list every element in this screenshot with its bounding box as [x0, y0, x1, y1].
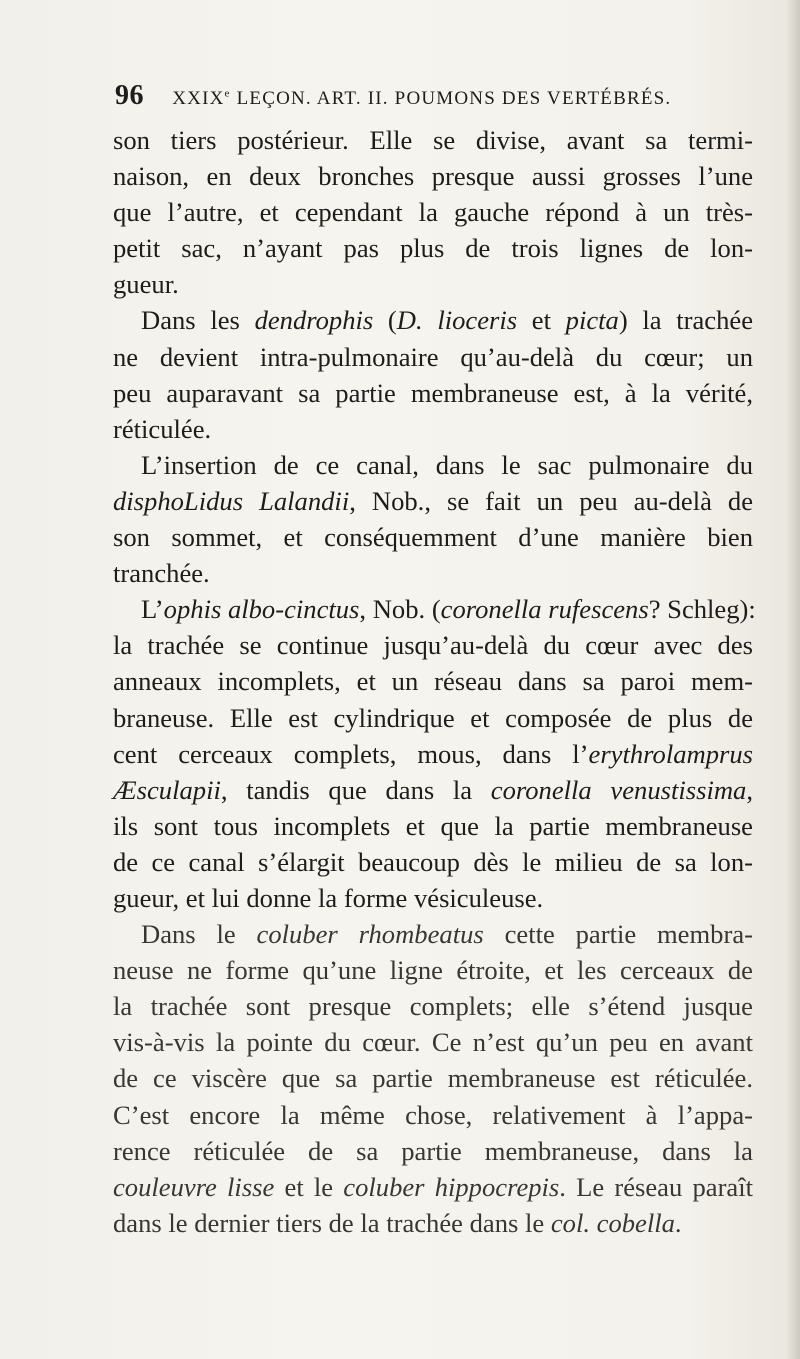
italic-run: erythrolamprus: [588, 738, 753, 769]
text-run: dans le dernier tiers de la trachée dans le: [113, 1207, 551, 1238]
text-line: la trachée sont presque complets; elle s’étend jusque: [113, 991, 753, 1022]
running-head-sup: e: [224, 87, 231, 100]
paragraph-3: [113, 447, 753, 591]
text-line: petit sac, n’ayant pas plus de trois lignes de lon-: [113, 233, 753, 264]
italic-run: couleuvre lisse: [113, 1171, 275, 1202]
text-line: [113, 591, 756, 627]
italic-run: col. cobella: [550, 1207, 675, 1238]
text-run: cent cerceaux complets, mous, dans l’: [113, 738, 589, 769]
text-line: [113, 772, 753, 808]
paragraph-2: [113, 302, 753, 446]
text-line: son sommet, et conséquemment d’une manière bien: [113, 522, 753, 553]
body-text: [113, 122, 756, 1241]
italic-run: picta: [565, 305, 619, 336]
text-run: et: [517, 305, 566, 336]
italic-run: Æsculapii: [113, 774, 221, 805]
italic-run: coronella venustissima: [490, 774, 747, 805]
text-line: L’insertion de ce canal, dans le sac pulmonaire du: [141, 449, 753, 480]
text-line: de ce viscère que sa partie membraneuse est réticulée.: [113, 1063, 753, 1094]
italic-run: coluber rhombeatus: [256, 919, 484, 950]
italic-run: disphoLidus Lalandii: [113, 485, 350, 516]
text-run: , Nob. (: [359, 594, 441, 625]
text-line: vis-à-vis la pointe du cœur. Ce n’est qu’un peu en avant: [113, 1027, 753, 1058]
paragraph-5: [113, 916, 753, 1241]
paragraph-1: [113, 122, 753, 302]
text-run: .: [674, 1207, 682, 1238]
text-line: ne devient intra-pulmonaire qu’au-delà du cœur; un: [113, 341, 753, 372]
page-number: 96: [115, 80, 144, 111]
text-line: [113, 1205, 753, 1241]
italic-run: coronella rufescens: [440, 594, 649, 625]
text-line: [113, 736, 753, 772]
text-line: que l’autre, et cependant la gauche répond à un très-: [113, 197, 753, 228]
text-line: ils sont tous incomplets et que la partie membraneuse: [113, 810, 753, 841]
text-line: la trachée se continue jusqu’au-delà du cœur avec des: [113, 630, 753, 661]
text-line: naison, en deux bronches presque aussi grosses l’une: [113, 161, 753, 192]
text-line: anneaux incomplets, et un réseau dans sa paroi mem-: [113, 666, 753, 697]
text-run: ? Schleg):: [648, 594, 756, 625]
running-head: [172, 88, 671, 109]
text-line: neuse ne forme qu’une ligne étroite, et les cerceaux de: [113, 955, 753, 986]
text-run: ) la trachée: [618, 305, 753, 336]
text-run: cette partie membra-: [483, 919, 753, 950]
text-line: réticulée.: [113, 413, 212, 444]
italic-run: D. lioceris: [396, 305, 518, 336]
text-line: son tiers postérieur. Elle se divise, avant sa termi-: [113, 125, 753, 155]
text-line: [113, 483, 753, 519]
text-run: ,: [746, 774, 753, 805]
text-run: L’: [141, 594, 164, 625]
page-edge-shadow: [786, 0, 800, 1359]
text-line: [113, 302, 753, 338]
text-line: [113, 916, 753, 952]
text-line: de ce canal s’élargit beaucoup dès le milieu de sa lon-: [113, 846, 753, 877]
text-run: . Le réseau paraît: [559, 1171, 753, 1202]
text-line: tranchée.: [113, 558, 210, 589]
text-line: braneuse. Elle est cylindrique et composée de plus de: [113, 702, 753, 733]
text-line: gueur.: [113, 269, 179, 300]
text-line: C’est encore la même chose, relativement à l’appa-: [113, 1099, 753, 1130]
text-run: et le: [274, 1171, 344, 1202]
text-line: rence réticulée de sa partie membraneuse, dans la: [113, 1135, 753, 1166]
running-head-title: LEÇON. ART. II. POUMONS DES VERTÉBRÉS.: [230, 88, 672, 109]
running-head-lesson: XXIX: [172, 88, 225, 109]
italic-run: ophis albo-cinctus: [163, 594, 360, 625]
text-run: , tandis que dans la: [220, 774, 491, 805]
italic-run: coluber hippocrepis: [343, 1171, 560, 1202]
text-run: , Nob., se fait un peu au-delà de: [349, 485, 754, 516]
text-line: peu auparavant sa partie membraneuse est, à la vérité,: [113, 377, 753, 408]
text-line: [113, 1169, 753, 1205]
italic-run: dendrophis: [254, 305, 374, 336]
text-line: gueur, et lui donne la forme vésiculeuse.: [113, 882, 544, 913]
text-run: Dans les: [141, 305, 255, 336]
text-run: Dans le: [141, 919, 257, 950]
paragraph-4: [113, 591, 756, 916]
page-header: [115, 80, 735, 120]
text-run: (: [373, 305, 397, 336]
